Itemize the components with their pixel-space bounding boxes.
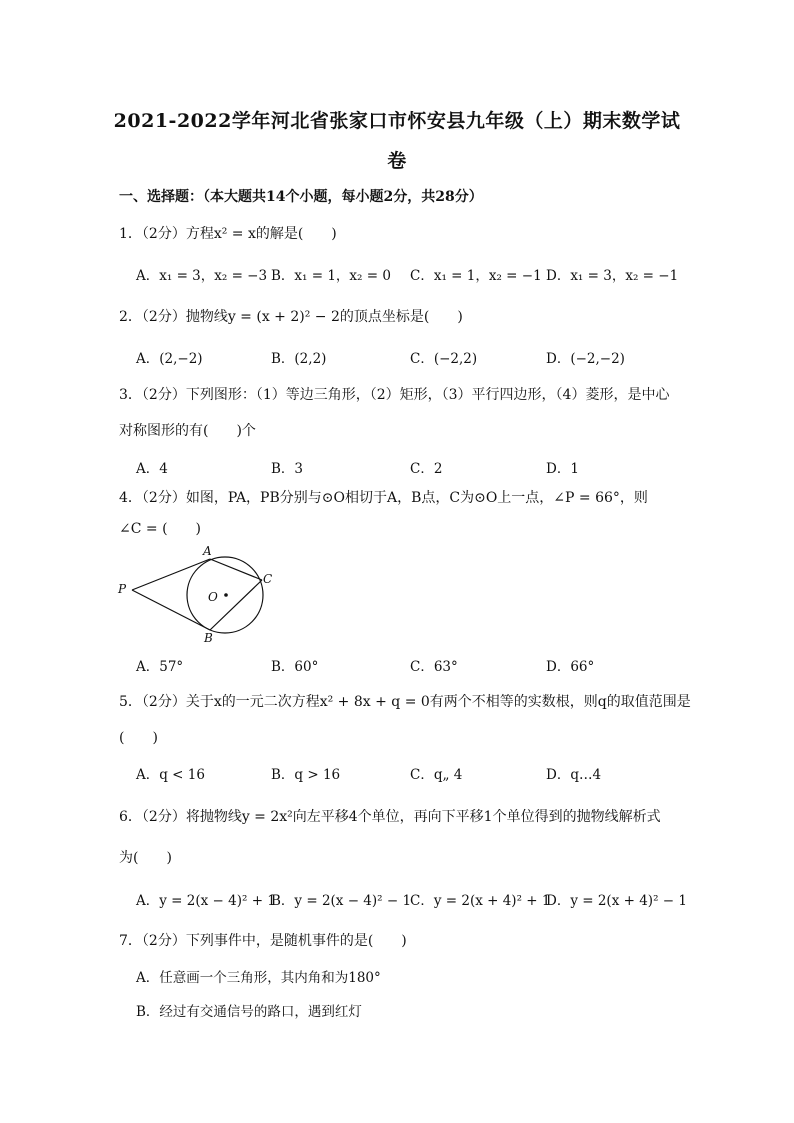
label-b: B xyxy=(204,631,213,645)
question-1-option-a: A．x₁ = 3，x₂ = −3 xyxy=(136,268,268,284)
question-5-stem-line2: ( ) xyxy=(119,730,158,746)
exam-title-line1: 2021-2022学年河北省张家口市怀安县九年级（上）期末数学试 xyxy=(113,110,681,132)
question-6-option-a: A．y = 2(x − 4)² + 1 xyxy=(136,893,276,909)
question-4-stem-line1: 4．（2分）如图，PA，PB分别与⊙O相切于A，B点，C为⊙O上一点，∠P = 66°，则 xyxy=(119,490,648,506)
question-5-option-a: A．q < 16 xyxy=(136,767,205,783)
question-1-option-d: D．x₁ = 3，x₂ = −1 xyxy=(546,268,679,284)
question-7-stem: 7．（2分）下列事件中，是随机事件的是( ) xyxy=(119,933,407,949)
question-7-option-a: A．任意画一个三角形，其内角和为180° xyxy=(136,970,381,986)
label-o: O xyxy=(208,590,218,604)
label-p: P xyxy=(118,582,127,596)
tangent-line-pa xyxy=(132,559,210,590)
question-2-option-d: D．(−2,−2) xyxy=(546,351,625,367)
question-6-option-b: B．y = 2(x − 4)² − 1 xyxy=(271,893,412,909)
question-5-option-c: C．q„ 4 xyxy=(410,767,463,783)
question-2-option-c: C．(−2,2) xyxy=(410,351,478,367)
label-a: A xyxy=(203,544,212,558)
section-heading: 一、选择题：（本大题共14个小题，每小题2分，共28分） xyxy=(119,189,483,205)
question-4-option-a: A．57° xyxy=(136,659,184,675)
center-point xyxy=(224,593,228,597)
chord-ac xyxy=(210,559,262,580)
question-4-option-c: C．63° xyxy=(410,659,458,675)
question-7-option-b: B．经过有交通信号的路口，遇到红灯 xyxy=(136,1004,362,1020)
question-2-option-b: B．(2,2) xyxy=(271,351,327,367)
question-1-option-c: C．x₁ = 1，x₂ = −1 xyxy=(410,268,542,284)
chord-cb xyxy=(210,580,262,630)
label-c: C xyxy=(263,572,273,586)
question-1-stem: 1．（2分）方程x² = x的解是( ) xyxy=(119,226,337,242)
question-6-option-c: C．y = 2(x + 4)² + 1 xyxy=(410,893,551,909)
question-5-stem-line1: 5．（2分）关于x的一元二次方程x² + 8x + q = 0有两个不相等的实数根，则q的取值范围是 xyxy=(119,694,691,710)
question-3-stem-line2: 对称图形的有( )个 xyxy=(119,423,256,439)
tangent-circle-figure xyxy=(112,543,282,648)
question-6-option-d: D．y = 2(x + 4)² − 1 xyxy=(546,893,687,909)
exam-title-line2: 卷 xyxy=(387,150,407,172)
question-2-stem: 2．（2分）抛物线y = (x + 2)² − 2的顶点坐标是( ) xyxy=(119,309,463,325)
question-3-option-d: D．1 xyxy=(546,461,579,477)
question-5-option-d: D．q…4 xyxy=(546,767,602,783)
question-3-option-a: A．4 xyxy=(136,461,168,477)
question-6-stem-line1: 6．（2分）将抛物线y = 2x²向左平移4个单位，再向下平移1个单位得到的抛物线解析式 xyxy=(119,809,661,825)
tangent-line-pb xyxy=(132,590,210,630)
question-4-option-d: D．66° xyxy=(546,659,595,675)
question-3-option-c: C．2 xyxy=(410,461,443,477)
question-1-option-b: B．x₁ = 1，x₂ = 0 xyxy=(271,268,391,284)
question-5-option-b: B．q > 16 xyxy=(271,767,341,783)
question-2-option-a: A．(2,−2) xyxy=(136,351,203,367)
question-3-stem-line1: 3．（2分）下列图形：（1）等边三角形，（2）矩形，（3）平行四边形，（4）菱形，是中心 xyxy=(119,387,670,403)
question-6-stem-line2: 为( ) xyxy=(119,850,172,866)
question-3-option-b: B．3 xyxy=(271,461,304,477)
question-4-stem-line2: ∠C = ( ) xyxy=(119,521,201,537)
question-4-option-b: B．60° xyxy=(271,659,319,675)
